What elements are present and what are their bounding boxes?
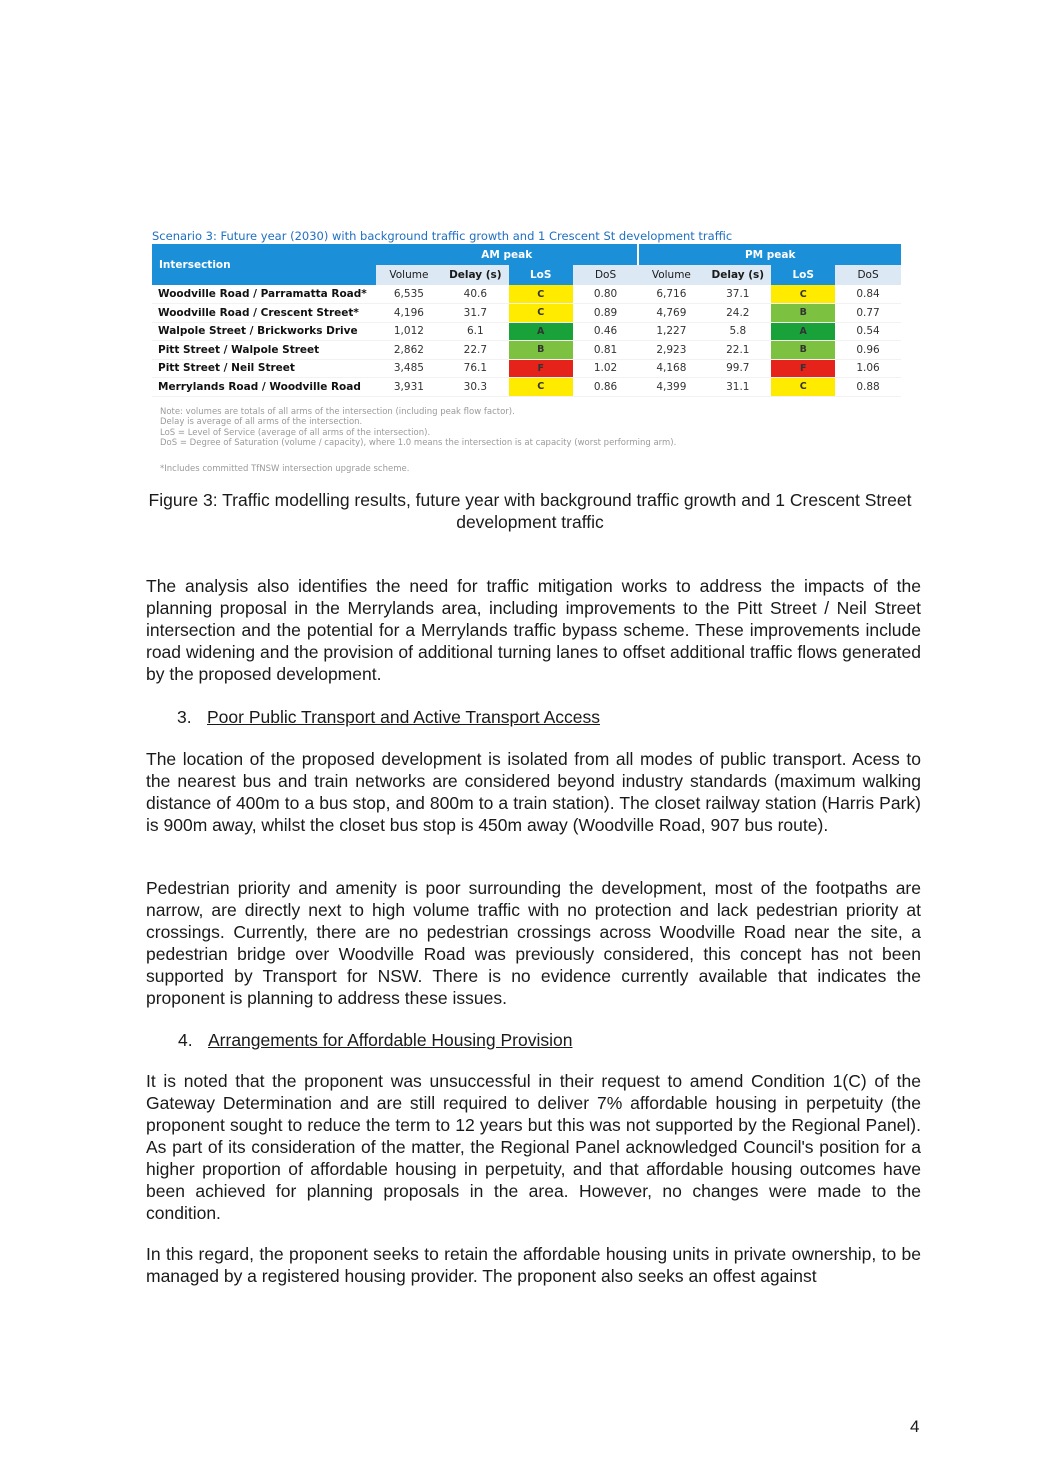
cell-am-dos: 0.81 — [573, 341, 639, 360]
cell-pm-volume: 6,716 — [638, 285, 704, 304]
table-notes — [160, 407, 676, 448]
body-paragraph: In this regard, the proponent seeks to retain the affordable housing units in private ownership, to be managed by a registered housing provider. The proponent also seeks an offest against — [146, 1244, 921, 1286]
body-paragraph: Pedestrian priority and amenity is poor surrounding the development, most of the footpaths are narrow, are directly next to high volume traffic with no protection and lack pedestrian priority at crossings. Currently, there are no pedestrian crossings across Woodville Road near the site, a pedestrian bridge over Woodville Road was previously considered, this concept has not been supported by Transport for NSW. There is no evidence currently available that indicates the proponent is planning to address these issues. — [146, 878, 921, 1008]
cell-am-los: C — [509, 285, 573, 304]
cell-am-los: A — [509, 322, 573, 341]
section-heading-3 — [177, 706, 600, 728]
intersection-name: Pitt Street / Neil Street — [152, 359, 376, 378]
cell-pm-delay: 99.7 — [704, 359, 771, 378]
intersection-name: Walpole Street / Brickworks Drive — [152, 322, 376, 341]
section-heading-4 — [178, 1029, 572, 1051]
cell-pm-dos: 0.88 — [835, 378, 901, 397]
cell-am-delay: 6.1 — [442, 322, 509, 341]
cell-pm-volume: 2,923 — [638, 341, 704, 360]
header-am-peak: AM peak — [376, 244, 638, 265]
table-row — [152, 341, 901, 360]
note-line: Note: volumes are totals of all arms of the intersection (including peak flow factor). — [160, 407, 515, 417]
heading-number: 3. — [177, 707, 192, 727]
cell-am-volume: 3,931 — [376, 378, 442, 397]
cell-pm-delay: 5.8 — [704, 322, 771, 341]
header-pm-dos: DoS — [835, 265, 901, 285]
cell-pm-volume: 1,227 — [638, 322, 704, 341]
table-body — [152, 285, 901, 396]
body-paragraph: The analysis also identifies the need for traffic mitigation works to address the impacts of the planning proposal in the Merrylands area, including improvements to the Pitt Street / Neil Street intersection and the potential for a Merrylands traffic bypass scheme. These improvements include road widening and the provision of additional turning lanes to offset additional traffic flows generated by the proposed development. — [146, 576, 921, 684]
intersection-name: Merrylands Road / Woodville Road — [152, 378, 376, 397]
cell-am-delay: 76.1 — [442, 359, 509, 378]
traffic-results-table — [152, 244, 901, 397]
figure-caption: Figure 3: Traffic modelling results, future year with background traffic growth and 1 Crescent Street development traffic — [148, 490, 912, 532]
intersection-name: Woodville Road / Crescent Street* — [152, 304, 376, 323]
cell-pm-volume: 4,399 — [638, 378, 704, 397]
table-footnote: *Includes committed TfNSW intersection upgrade scheme. — [160, 464, 410, 474]
cell-am-delay: 22.7 — [442, 341, 509, 360]
cell-am-los: B — [509, 341, 573, 360]
header-am-delay: Delay (s) — [442, 265, 509, 285]
header-am-dos: DoS — [573, 265, 639, 285]
cell-am-dos: 0.89 — [573, 304, 639, 323]
table-row — [152, 322, 901, 341]
header-pm-los: LoS — [771, 265, 835, 285]
table-row — [152, 285, 901, 304]
cell-pm-delay: 37.1 — [704, 285, 771, 304]
cell-am-volume: 2,862 — [376, 341, 442, 360]
header-am-los: LoS — [509, 265, 573, 285]
cell-am-los: C — [509, 378, 573, 397]
cell-pm-los: C — [771, 285, 835, 304]
body-paragraph: It is noted that the proponent was unsuccessful in their request to amend Condition 1(C) of the Gateway Determination and are still required to deliver 7% affordable housing in perpetuity (the proponent sought to reduce the term to 12 years but this was not supported by the Regional Panel). As part of its consideration of the matter, the Regional Panel acknowledged Council's position for a higher proportion of affordable housing in perpetuity, and that affordable housing outcomes have been achieved for planning proposals in the area. However, no changes were made to the condition. — [146, 1071, 921, 1223]
cell-pm-dos: 0.54 — [835, 322, 901, 341]
header-intersection: Intersection — [152, 244, 376, 285]
cell-am-volume: 6,535 — [376, 285, 442, 304]
page-number: 4 — [910, 1417, 920, 1436]
cell-pm-los: B — [771, 304, 835, 323]
cell-am-volume: 1,012 — [376, 322, 442, 341]
cell-am-delay: 30.3 — [442, 378, 509, 397]
cell-pm-dos: 1.06 — [835, 359, 901, 378]
table-row — [152, 304, 901, 323]
cell-am-los: F — [509, 359, 573, 378]
cell-pm-dos: 0.96 — [835, 341, 901, 360]
header-pm-peak: PM peak — [638, 244, 901, 265]
header-am-volume: Volume — [376, 265, 442, 285]
cell-pm-delay: 24.2 — [704, 304, 771, 323]
cell-pm-volume: 4,769 — [638, 304, 704, 323]
cell-pm-los: B — [771, 341, 835, 360]
cell-am-dos: 0.80 — [573, 285, 639, 304]
heading-text: Arrangements for Affordable Housing Provision — [208, 1030, 573, 1050]
cell-am-dos: 1.02 — [573, 359, 639, 378]
note-line: LoS = Level of Service (average of all arms of the intersection). — [160, 427, 431, 438]
table-row — [152, 359, 901, 378]
cell-pm-volume: 4,168 — [638, 359, 704, 378]
scenario-title: Scenario 3: Future year (2030) with background traffic growth and 1 Crescent St development traffic — [152, 229, 733, 243]
note-line: Delay is average of all arms of the intersection. — [160, 417, 363, 428]
header-pm-delay: Delay (s) — [704, 265, 771, 285]
cell-pm-los: C — [771, 378, 835, 397]
heading-text: Poor Public Transport and Active Transport Access — [207, 707, 600, 727]
cell-am-volume: 4,196 — [376, 304, 442, 323]
cell-am-dos: 0.86 — [573, 378, 639, 397]
cell-pm-dos: 0.84 — [835, 285, 901, 304]
cell-pm-delay: 31.1 — [704, 378, 771, 397]
body-paragraph: The location of the proposed development is isolated from all modes of public transport. Acess to the nearest bus and train networks are considered beyond industry standards (maximum walking distance of 400m to a bus stop, and 800m to a train station). The closet railway station (Harris Park) is 900m away, whilst the closet bus stop is 450m away (Woodville Road, 907 bus route). — [146, 749, 921, 835]
cell-pm-dos: 0.77 — [835, 304, 901, 323]
cell-pm-los: A — [771, 322, 835, 341]
header-pm-volume: Volume — [638, 265, 704, 285]
cell-am-volume: 3,485 — [376, 359, 442, 378]
cell-am-dos: 0.46 — [573, 322, 639, 341]
intersection-name: Pitt Street / Walpole Street — [152, 341, 376, 360]
cell-am-los: C — [509, 304, 573, 323]
cell-pm-delay: 22.1 — [704, 341, 771, 360]
note-line: DoS = Degree of Saturation (volume / capacity), where 1.0 means the intersection is at capacity (worst performing arm). — [160, 437, 677, 448]
heading-number: 4. — [178, 1030, 193, 1050]
cell-pm-los: F — [771, 359, 835, 378]
intersection-name: Woodville Road / Parramatta Road* — [152, 285, 376, 304]
table-row — [152, 378, 901, 397]
cell-am-delay: 40.6 — [442, 285, 509, 304]
cell-am-delay: 31.7 — [442, 304, 509, 323]
